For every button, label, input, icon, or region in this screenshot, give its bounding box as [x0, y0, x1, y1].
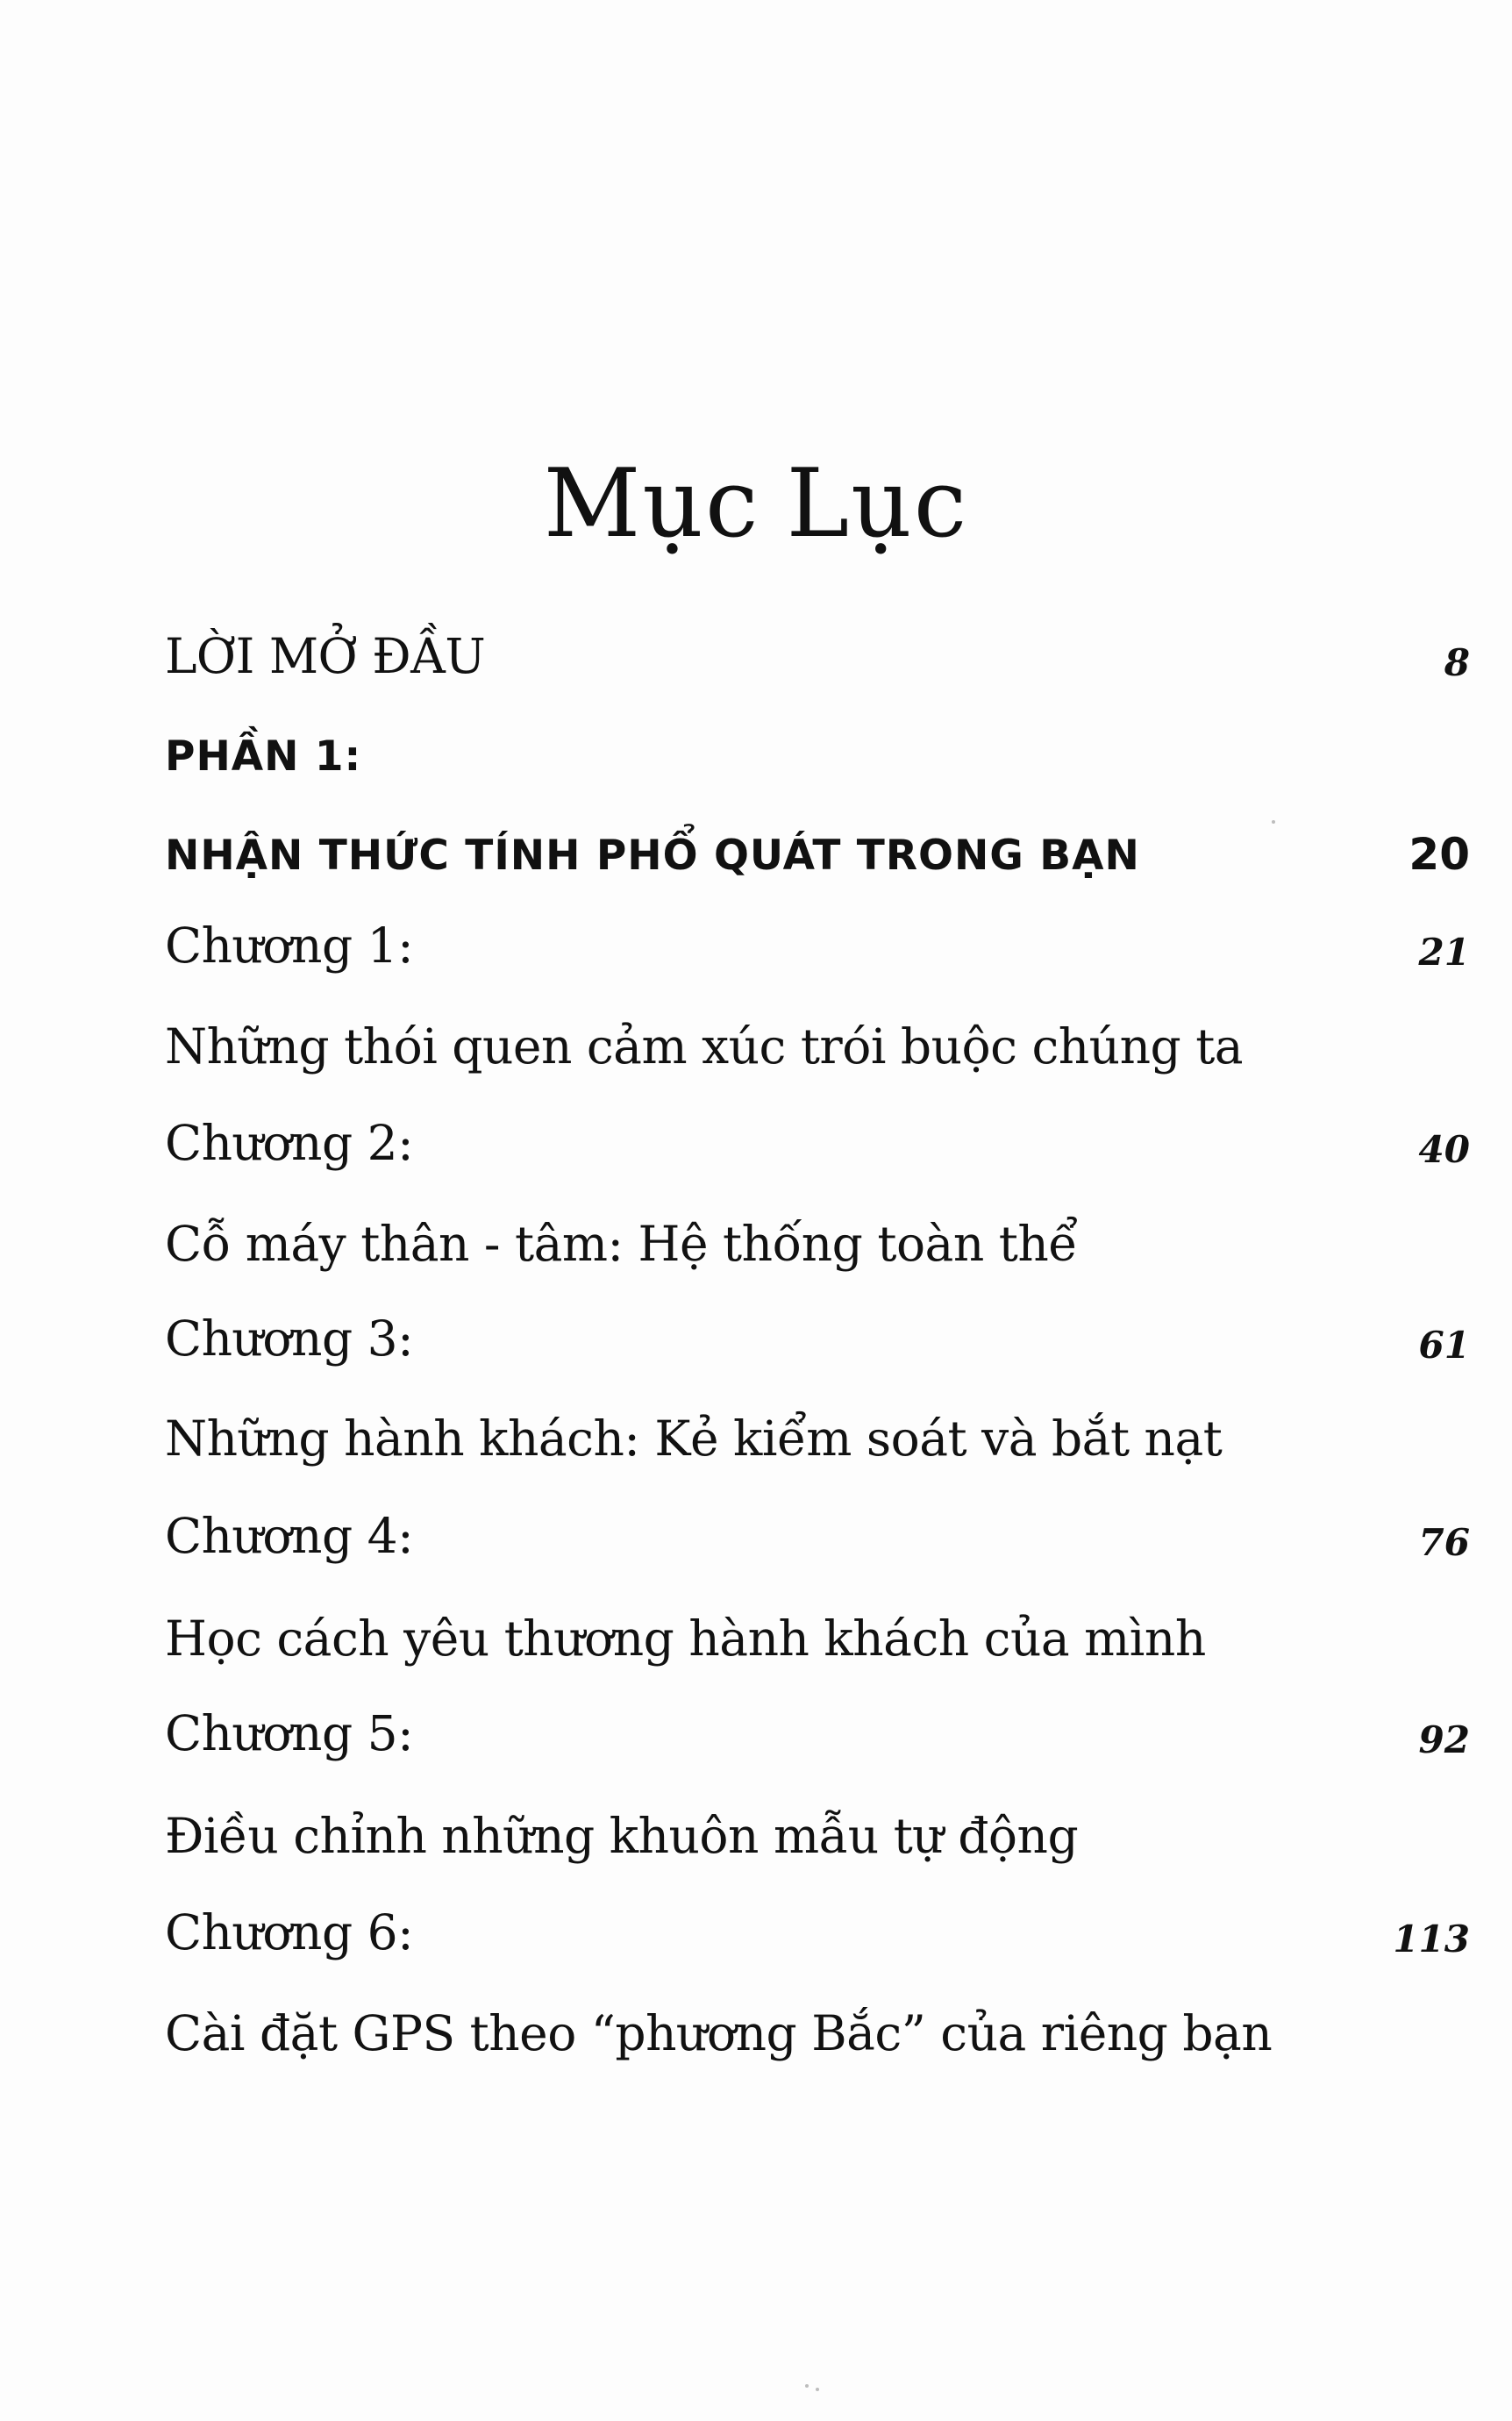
toc-chapter-title-row	[165, 987, 1470, 1075]
toc-entry-chapter-5[interactable]	[165, 1674, 1470, 1761]
toc-chapter-title: Học cách yêu thương hành khách của mình	[165, 1610, 1206, 1667]
toc-chapter-label: Chương 4:	[165, 1508, 414, 1564]
toc-chapter-title: Điều chỉnh những khuôn mẫu tự động	[165, 1808, 1079, 1864]
toc-chapter-page: 61	[1418, 1324, 1470, 1367]
toc-chapter-title: Cỗ máy thân - tâm: Hệ thống toàn thể	[165, 1216, 1078, 1272]
toc-chapter-title-row	[165, 1974, 1470, 2061]
page-title-word-1: Mục	[543, 449, 760, 560]
page-title-word-2: Lục	[786, 449, 969, 560]
toc-part1-page: 20	[1409, 829, 1470, 880]
toc-part1-heading-row	[165, 693, 1470, 781]
toc-entry-chapter-6[interactable]	[165, 1873, 1470, 1960]
toc-entry-part1[interactable]	[165, 792, 1470, 880]
toc-chapter-label: Chương 6:	[165, 1904, 414, 1960]
page-title	[0, 449, 1512, 559]
toc-part1-subtitle: NHẬN THỨC TÍNH PHỔ QUÁT TRONG BẠN	[165, 832, 1140, 880]
toc-chapter-title-row	[165, 1184, 1470, 1272]
scan-speck	[816, 2388, 819, 2391]
toc-entry-chapter-3[interactable]	[165, 1279, 1470, 1367]
toc-chapter-title-row	[165, 1776, 1470, 1864]
toc-chapter-page: 113	[1393, 1918, 1470, 1960]
scan-speck	[805, 2384, 809, 2388]
toc-entry-chapter-2[interactable]	[165, 1083, 1470, 1171]
toc-preface-label: LỜI MỞ ĐẦU	[165, 628, 486, 684]
toc-chapter-title: Cài đặt GPS theo “phương Bắc” của riêng bạn	[165, 2005, 1273, 2061]
toc-chapter-title-row	[165, 1379, 1470, 1467]
toc-chapter-label: Chương 3:	[165, 1310, 414, 1367]
toc-entry-preface[interactable]	[165, 596, 1470, 684]
toc-chapter-label: Chương 1:	[165, 918, 414, 974]
toc-chapter-label: Chương 5:	[165, 1705, 414, 1761]
toc-entry-chapter-4[interactable]	[165, 1476, 1470, 1564]
toc-chapter-label: Chương 2:	[165, 1115, 414, 1171]
toc-part1-heading: PHẦN 1:	[165, 732, 362, 781]
scan-speck	[1272, 820, 1275, 824]
toc-chapter-title: Những hành khách: Kẻ kiểm soát và bắt nạt	[165, 1410, 1223, 1467]
toc-chapter-page: 40	[1418, 1128, 1470, 1171]
toc-chapter-page: 21	[1418, 931, 1470, 974]
toc-chapter-title: Những thói quen cảm xúc trói buộc chúng ta	[165, 1018, 1244, 1075]
toc-chapter-title-row	[165, 1579, 1470, 1667]
toc-entry-chapter-1[interactable]	[165, 886, 1470, 974]
toc-preface-page: 8	[1444, 641, 1470, 684]
toc-chapter-page: 76	[1418, 1521, 1470, 1564]
toc-chapter-page: 92	[1418, 1718, 1470, 1761]
